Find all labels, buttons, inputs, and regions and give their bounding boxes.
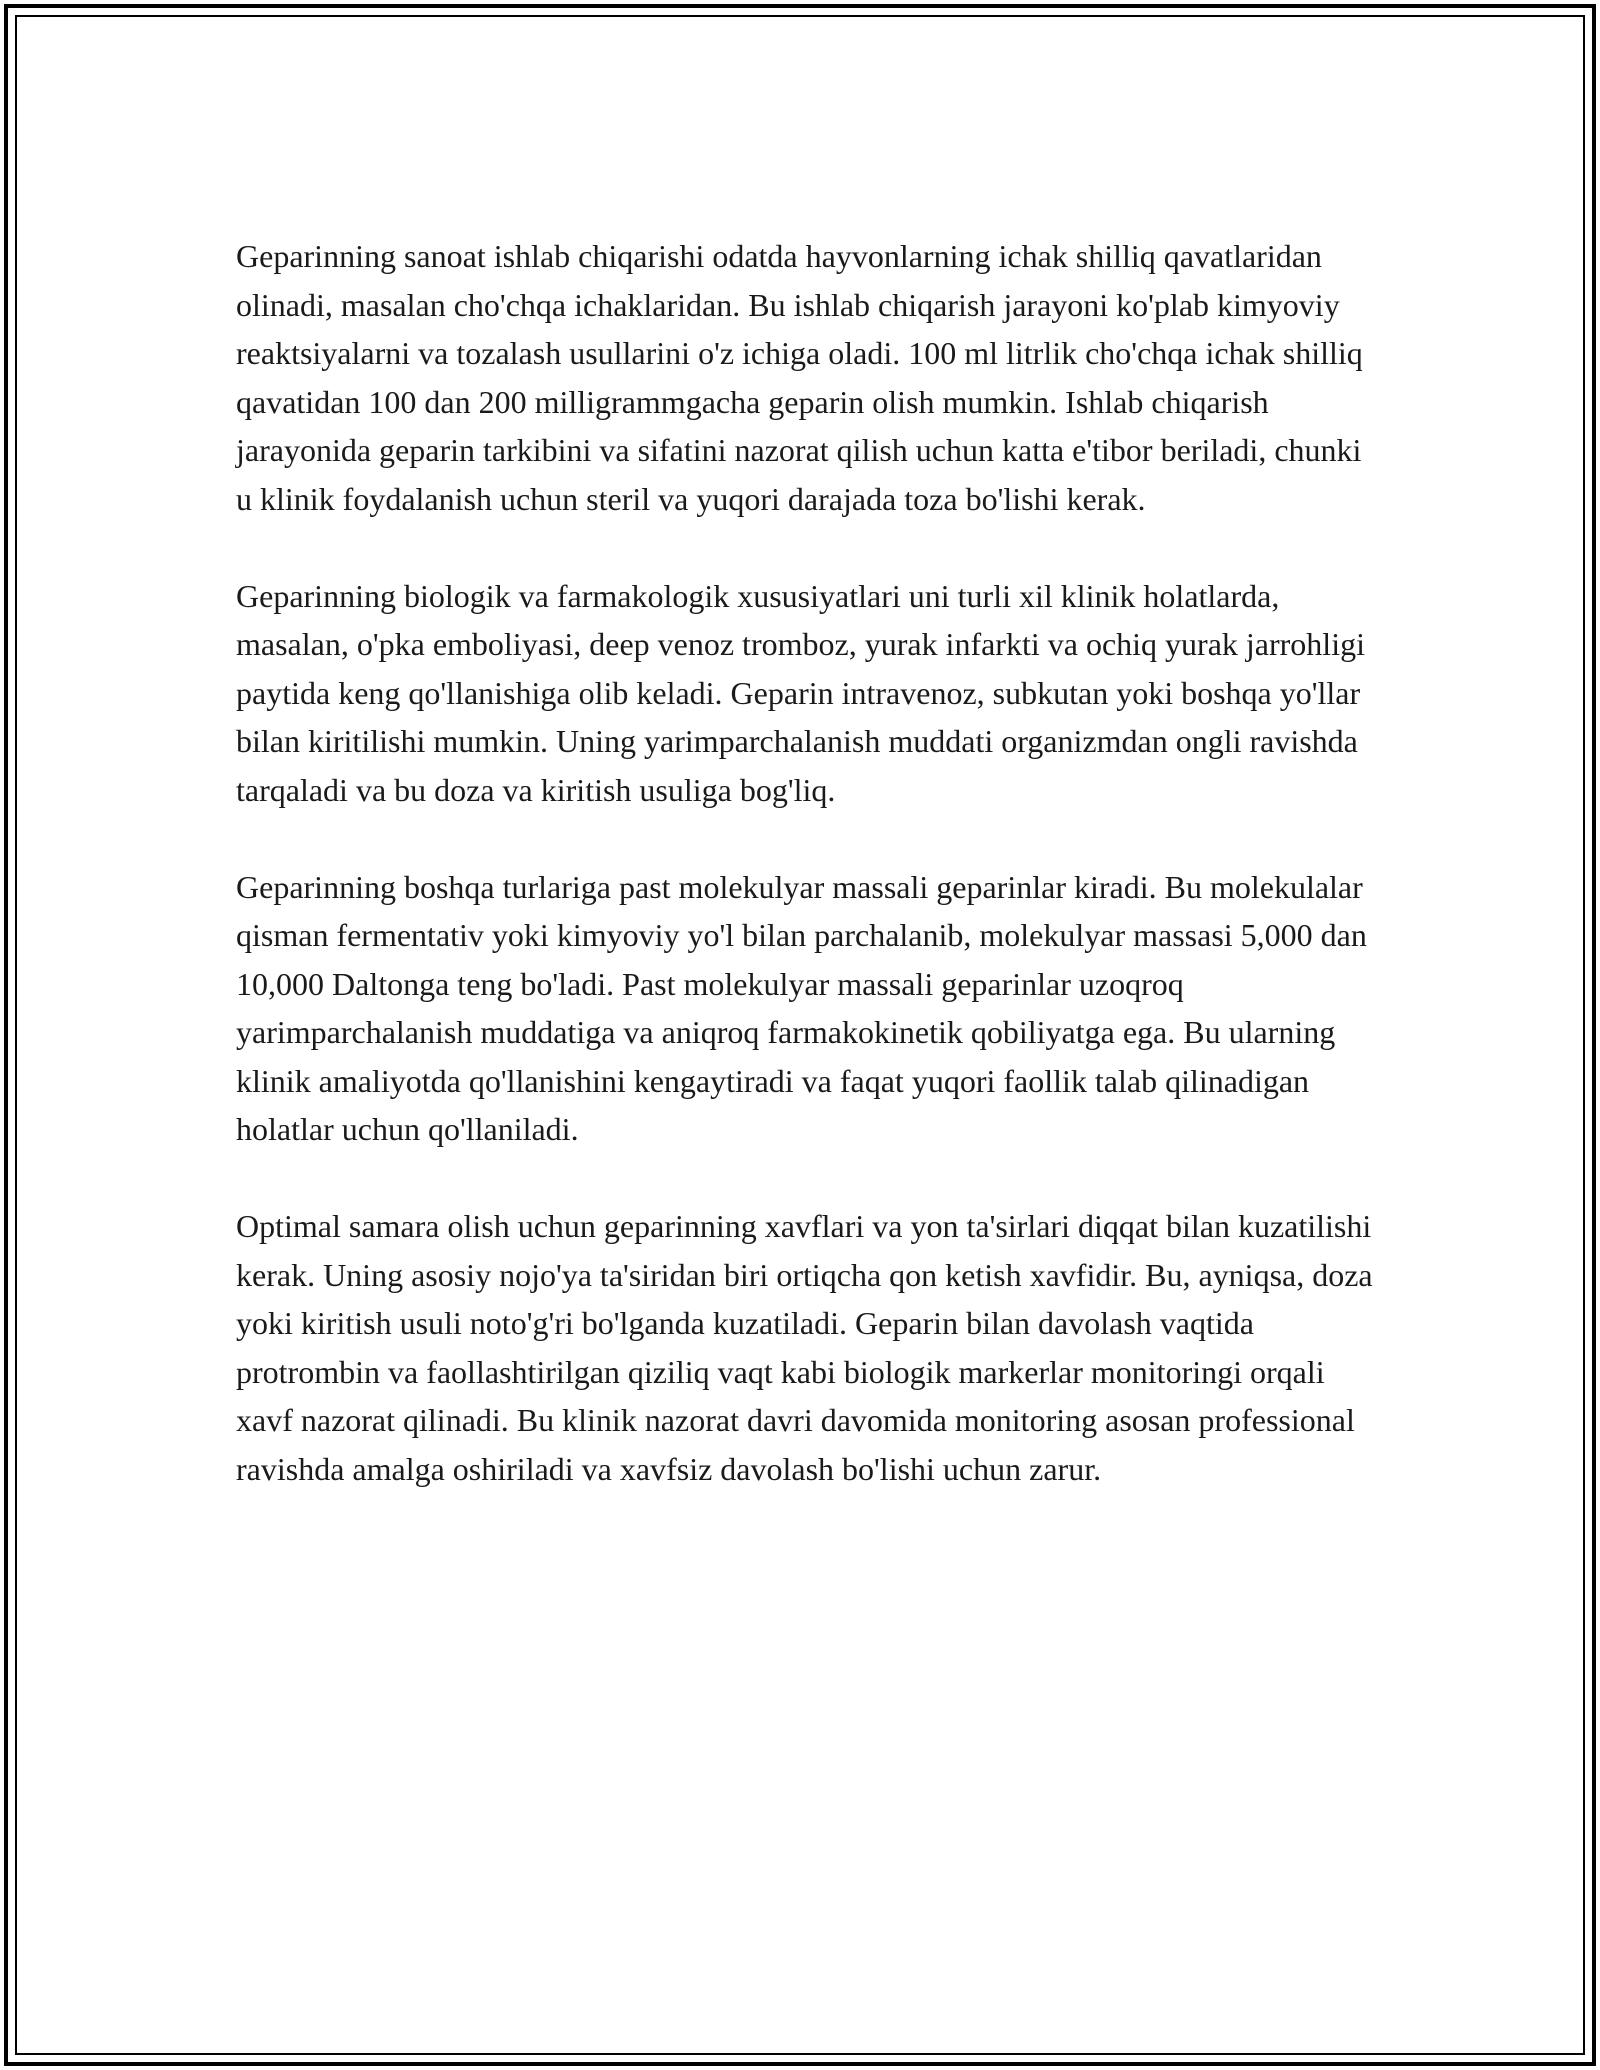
paragraph-low-molecular-heparins: Geparinning boshqa turlariga past molekulyar massali geparinlar kiradi. Bu molekulalar qisman fermentativ yoki kimyoviy yo'l bilan parchalanib, molekulyar massasi 5,000 dan 10,000 Daltonga teng bo'ladi. Past molekulyar massali geparinlar uzoqroq yarimparchalanish muddatiga va aniqroq farmakokinetik qobiliyatga ega. Bu ularning klinik amaliyotda qo'llanishini kengaytiradi va faqat yuqori faollik talab qilinadigan holatlar uchun qo'llaniladi. [236, 868, 1367, 1147]
paragraph-risks: Optimal samara olish uchun geparinning xavflari va yon ta'sirlari diqqat bilan kuzatilishi kerak. Uning asosiy nojo'ya ta'siridan biri ortiqcha qon ketish xavfidir. Bu, ayniqsa, doza yoki kiritish usuli noto'g'ri bo'lganda kuzatiladi. Geparin bilan davolash vaqtida protrombin va faollashtirilgan qiziliq vaqt kabi biologik markerlar monitoringi orqali xavf nazorat qilinadi. Bu klinik nazorat davri davomida monitoring asosan professional ravishda amalga oshiriladi va xavfsiz davolash bo'lishi uchun zarur. [236, 1208, 1373, 1487]
paragraph-clinical-use: Geparinning biologik va farmakologik xususiyatlari uni turli xil klinik holatlarda, masalan, o'pka emboliyasi, deep venoz tromboz, yurak infarkti va ochiq yurak jarrohligi paytida keng qo'llanishiga olib keladi. Geparin intravenoz, subkutan yoki boshqa yo'llar bilan kiritilishi mumkin. Uning yarimparchalanish muddati organizmdan ongli ravishda tarqaladi va bu doza va kiritish usuliga bog'liq. [236, 577, 1365, 808]
paragraph-production: Geparinning sanoat ishlab chiqarishi odatda hayvonlarning ichak shilliq qavatlaridan olinadi, masalan cho'chqa ichaklaridan. Bu ishlab chiqarish jarayoni ko'plab kimyoviy reaktsiyalarni va tozalash usullarini o'z ichiga oladi. 100 ml litrlik cho'chqa ichak shilliq qavatidan 100 dan 200 milligrammgacha geparin olish mumkin. Ishlab chiqarish jarayonida geparin tarkibini va sifatini nazorat qilish uchun katta e'tibor beriladi, chunki u klinik foydalanish uchun steril va yuqori darajada toza bo'lishi kerak. [236, 238, 1363, 517]
document-body [236, 232, 1376, 1542]
